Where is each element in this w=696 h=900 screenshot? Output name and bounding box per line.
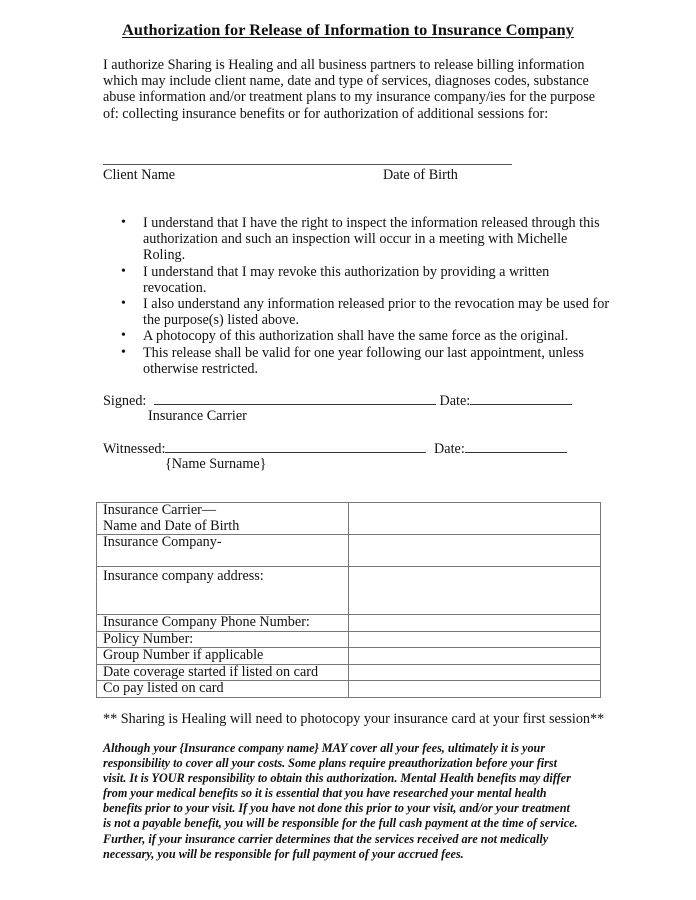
signed-date-label: Date: <box>439 393 471 409</box>
signed-label: Signed: <box>103 393 147 409</box>
list-item <box>121 264 601 296</box>
list-item-line: I understand that I may revoke this authorization by providing a written <box>143 263 550 280</box>
table-row <box>97 615 601 632</box>
disclaimer-line: is not a payable benefit, you will be responsible for the full cash payment at the time of service. <box>103 816 578 831</box>
table-label-line: Policy Number: <box>103 630 194 647</box>
list-item-line: revocation. <box>143 279 207 296</box>
list-item <box>121 296 610 329</box>
table-row <box>97 535 601 567</box>
disclaimer-line: from your medical benefits so it is essential that you have researched your mental health <box>103 786 547 801</box>
bullet-icon: • <box>121 215 126 230</box>
witnessed-date-field[interactable] <box>465 440 567 453</box>
table-value-cell[interactable] <box>349 648 601 665</box>
bullet-icon: • <box>121 344 126 360</box>
table-label-line: Name and Date of Birth <box>103 517 240 534</box>
table-label-line: Insurance company address: <box>103 568 264 584</box>
list-item-line: otherwise restricted. <box>143 360 259 377</box>
table-label-line: Insurance Company- <box>103 534 222 550</box>
table-label-line: Insurance Carrier— <box>103 502 217 518</box>
disclaimer-line: benefits prior to your visit. If you have not done this prior to your visit, and/or your treatment <box>103 801 570 816</box>
list-item <box>121 328 601 344</box>
list-item-line: the purpose(s) listed above. <box>143 312 300 329</box>
disclaimer-line: visit. It is YOUR responsibility to obtain this authorization. Mental Health benefits may differ <box>103 771 571 786</box>
financial-disclaimer <box>103 741 603 862</box>
table-label-cell <box>97 615 349 632</box>
list-item <box>121 215 601 264</box>
table-value-cell[interactable] <box>349 567 601 615</box>
table-row <box>97 681 601 698</box>
disclaimer-line: necessary, you will be responsible for full payment of your accrued fees. <box>103 846 464 861</box>
intro-line: I authorize Sharing is Healing and all business partners to release billing information <box>103 57 585 73</box>
list-item-line: authorization and such an inspection will occur in a meeting with Michelle <box>143 231 568 248</box>
disclaimer-line: Although your {Insurance company name} MAY cover all your fees, ultimately it is your <box>103 741 546 755</box>
bullet-icon: • <box>121 296 126 312</box>
signed-sublabel: Insurance Carrier <box>148 408 247 424</box>
list-item-line: Roling. <box>143 247 186 264</box>
client-name-label: Client Name <box>103 167 176 183</box>
table-value-cell[interactable] <box>349 681 601 698</box>
bullet-icon: • <box>121 328 126 344</box>
list-item-line: I understand that I have the right to inspect the information released through this <box>143 215 600 231</box>
table-label-cell <box>97 681 349 698</box>
table-label-cell <box>97 664 349 681</box>
table-label-line: Date coverage started if listed on card <box>103 663 319 680</box>
table-label-cell <box>97 648 349 665</box>
table-label-cell <box>97 631 349 648</box>
table-value-cell[interactable] <box>349 615 601 632</box>
table-row <box>97 631 601 648</box>
photocopy-note: ** Sharing is Healing will need to photocopy your insurance card at your first session** <box>103 711 605 727</box>
disclaimer-line: responsibility to cover all your costs. Some plans require preauthorization before your first <box>103 756 558 771</box>
table-row <box>97 648 601 665</box>
client-name-dob-field-line[interactable] <box>103 164 512 165</box>
list-item-line: This release shall be valid for one year following our last appointment, unless <box>143 344 584 361</box>
list-item-line: A photocopy of this authorization shall have the same force as the original. <box>143 328 569 345</box>
document-title: Authorization for Release of Information to Insurance Company <box>122 20 574 39</box>
intro-line: which may include client name, date and type of services, diagnoses codes, substance <box>103 73 589 90</box>
table-row <box>97 664 601 681</box>
witnessed-label: Witnessed: <box>103 441 166 457</box>
disclaimer-line: Further, if your insurance carrier determines that the services received are not medically <box>103 831 549 846</box>
table-label-line: Group Number if applicable <box>103 647 264 663</box>
date-of-birth-label: Date of Birth <box>383 167 458 183</box>
list-item-line: I also understand any information released prior to the revocation may be used for <box>143 296 610 313</box>
intro-line: abuse information and/or treatment plans to my insurance company/ies for the purpose <box>103 89 596 106</box>
table-row <box>97 567 601 615</box>
signed-date-field[interactable] <box>470 392 572 405</box>
table-label-cell <box>97 503 349 535</box>
table-value-cell[interactable] <box>349 664 601 681</box>
table-label-cell <box>97 535 349 567</box>
intro-line: of: collecting insurance benefits or for authorization of additional sessions for: <box>103 105 549 122</box>
table-row <box>97 503 601 535</box>
table-label-line: Insurance Company Phone Number: <box>103 614 310 630</box>
table-label-line: Co pay listed on card <box>103 680 224 696</box>
insurance-info-table <box>96 502 601 698</box>
signed-signature-field[interactable] <box>154 392 436 405</box>
bullet-icon: • <box>121 263 126 279</box>
acknowledgement-list <box>121 215 610 377</box>
table-label-cell <box>97 567 349 615</box>
list-item <box>121 345 601 377</box>
witnessed-date-label: Date: <box>434 441 465 457</box>
witnessed-sublabel: {Name Surname} <box>165 456 267 472</box>
table-value-cell[interactable] <box>349 631 601 648</box>
table-value-cell[interactable] <box>349 503 601 535</box>
witnessed-signature-field[interactable] <box>165 440 426 453</box>
intro-paragraph <box>103 57 603 122</box>
table-value-cell[interactable] <box>349 535 601 567</box>
